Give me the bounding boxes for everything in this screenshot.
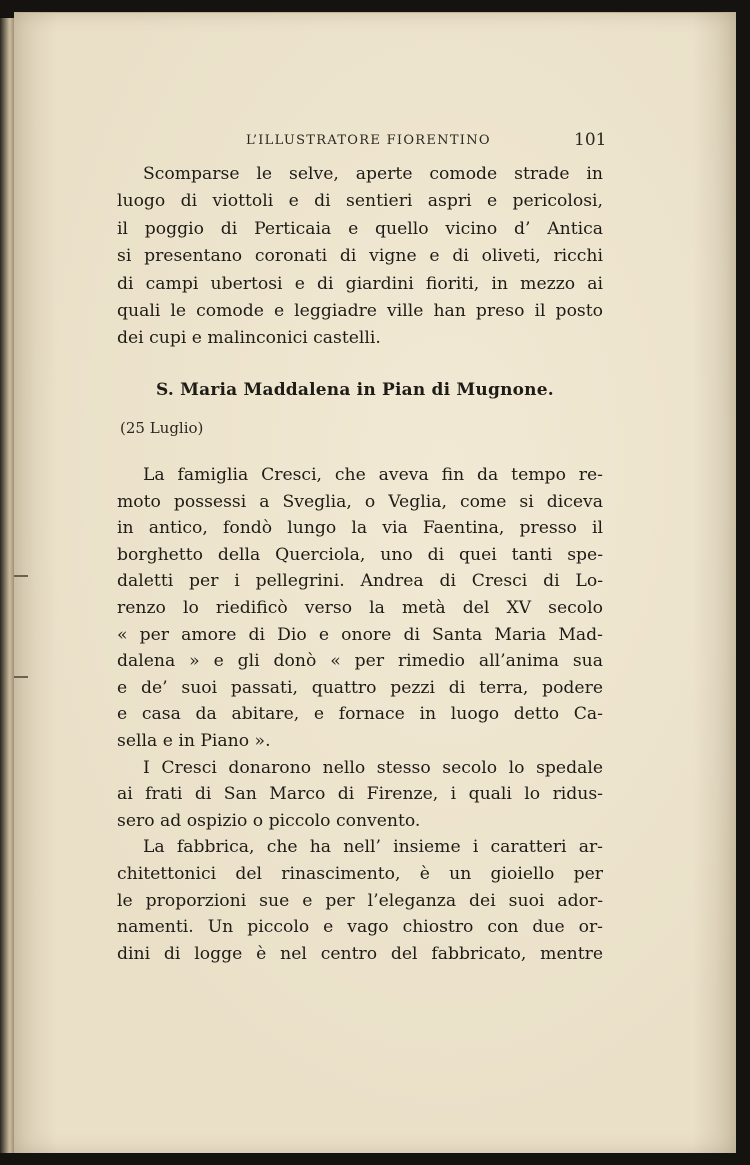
text-line: ai frati di San Marco di Firenze, i quali lo ridus-	[117, 784, 603, 805]
text-line: il poggio di Perticaia e quello vicino d’ Antica	[117, 218, 603, 239]
text-line: Scomparse le selve, aperte comode strade in	[143, 164, 603, 184]
text-line: daletti per i pellegrini. Andrea di Cresci di Lo-	[117, 571, 603, 592]
text-line: borghetto della Querciola, uno di quei tanti spe-	[117, 544, 603, 565]
page-number: 101	[574, 130, 607, 150]
text-line: « per amore di Dio e onore di Santa Maria Mad-	[117, 624, 603, 645]
feast-date: (25 Luglio)	[120, 419, 204, 437]
text-line: sero ad ospizio o piccolo convento.	[117, 810, 421, 831]
text-line: La famiglia Cresci, che aveva fin da tempo re-	[143, 465, 603, 485]
text-line: namenti. Un piccolo e vago chiostro con due or-	[117, 917, 603, 938]
text-line: e de’ suoi passati, quattro pezzi di terra, podere	[117, 677, 603, 698]
running-head-title: L’ILLUSTRATORE FIORENTINO	[246, 133, 491, 148]
text-line: in antico, fondò lungo la via Faentina, presso il	[117, 518, 603, 539]
section-heading: S. Maria Maddalena in Pian di Mugnone.	[156, 380, 554, 400]
text-line: luogo di viottoli e di sentieri aspri e pericolosi,	[117, 191, 603, 212]
text-line: e casa da abitare, e fornace in luogo detto Ca-	[117, 704, 603, 725]
text-line: renzo lo riedificò verso la metà del XV secolo	[117, 597, 603, 618]
text-line: dei cupi e malinconici castelli.	[117, 328, 381, 349]
text-line: quali le comode e leggiadre ville han preso il posto	[117, 300, 603, 321]
paragraph-1	[117, 161, 603, 353]
text-line: chitettonici del rinascimento, è un gioiello per	[117, 863, 603, 884]
text-line: moto possessi a Sveglia, o Veglia, come si diceva	[117, 491, 603, 512]
text-line: di campi ubertosi e di giardini fioriti, in mezzo ai	[117, 273, 603, 294]
page-paper	[14, 12, 736, 1153]
text-line: dalena » e gli donò « per rimedio all’anima sua	[117, 651, 603, 672]
text-line: dini di logge è nel centro del fabbricato, mentre	[117, 943, 603, 964]
text-line: le proporzioni sue e per l’eleganza dei suoi ador-	[117, 890, 603, 911]
body-text	[117, 462, 603, 967]
text-line: si presentano coronati di vigne e di oliveti, ricchi	[117, 246, 603, 267]
text-line: sella e in Piano ».	[117, 730, 271, 751]
binding-mark	[14, 676, 28, 678]
binding-mark	[14, 575, 28, 577]
text-line: La fabbrica, che ha nell’ insieme i caratteri ar-	[143, 837, 603, 858]
text-line: I Cresci donarono nello stesso secolo lo spedale	[143, 757, 603, 778]
